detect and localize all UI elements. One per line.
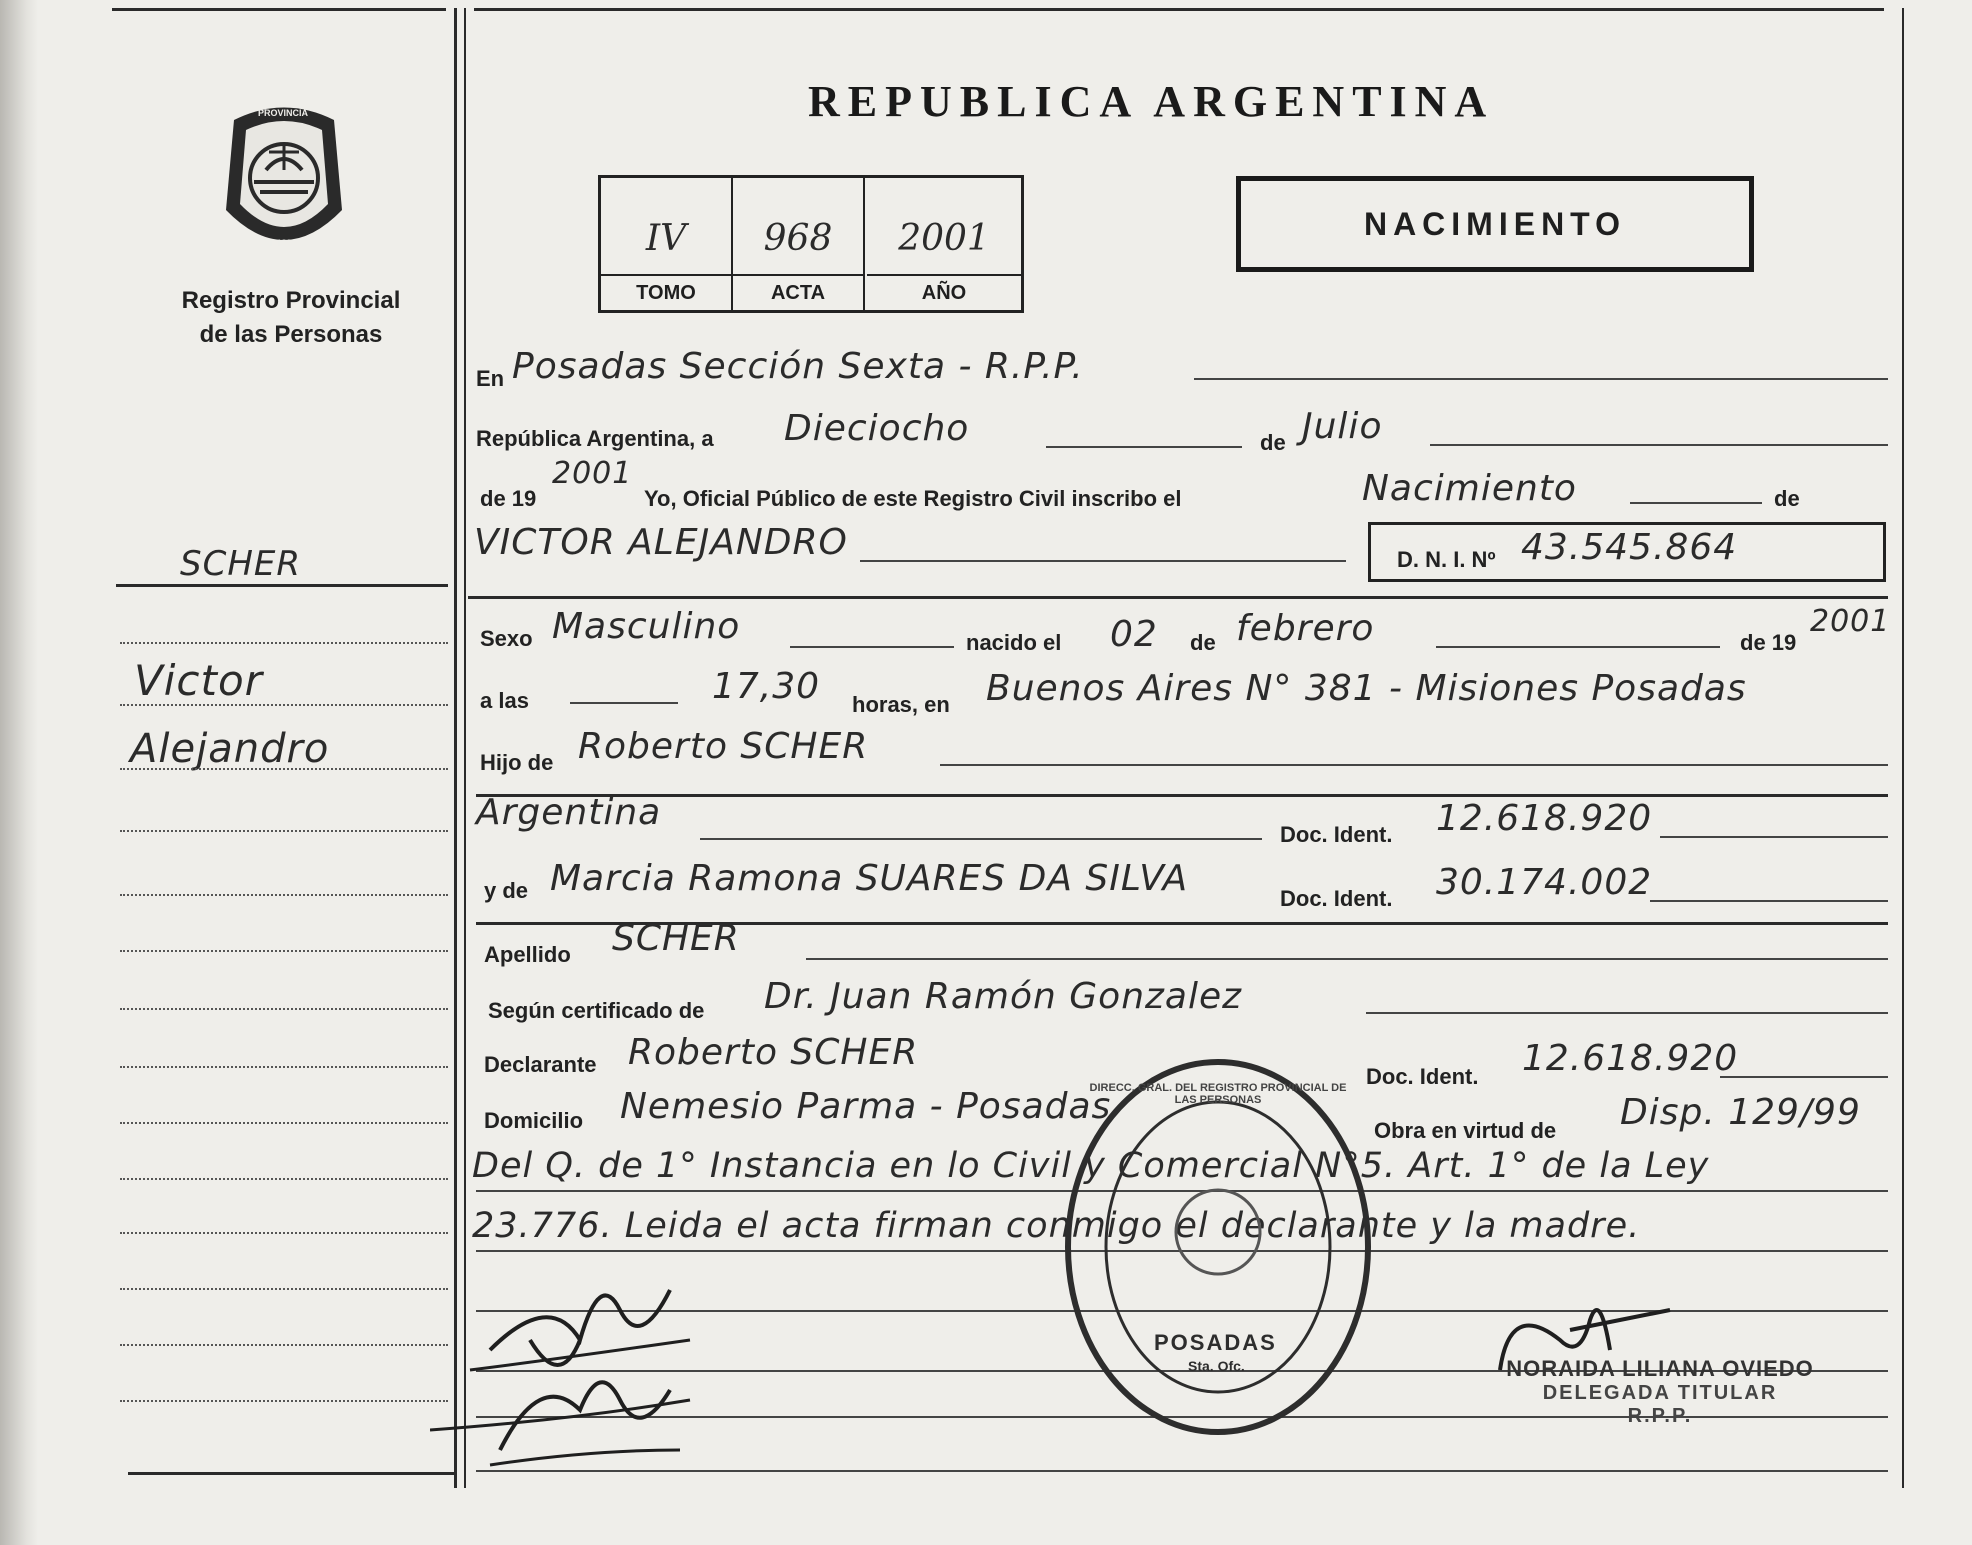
fill-line xyxy=(860,560,1346,562)
field-act: Nacimiento xyxy=(1362,468,1577,509)
section-rule xyxy=(468,596,1888,599)
margin-dotted-line xyxy=(120,830,448,832)
margin-dotted-line xyxy=(120,950,448,952)
field-mother-doc: 30.174.002 xyxy=(1436,862,1653,903)
label-de-2: de xyxy=(1190,630,1216,655)
field-father: Roberto SCHER xyxy=(578,726,869,767)
tomo-cell xyxy=(601,178,733,310)
label-sexo: Sexo xyxy=(480,626,533,651)
registry-name xyxy=(160,284,422,352)
margin-second-name: Alejandro xyxy=(130,726,330,772)
label-republica: República Argentina, a xyxy=(476,426,714,451)
bottom-rule-left xyxy=(128,1472,454,1475)
field-child-name: VICTOR ALEJANDRO xyxy=(474,522,848,563)
label-dni: D. N. I. Nº xyxy=(1397,547,1496,572)
field-birth-year: 2001 xyxy=(1810,604,1891,639)
fill-line xyxy=(1046,446,1242,448)
label-inscription: Yo, Oficial Público de este Registro Civil inscribo el xyxy=(644,486,1182,511)
fill-line xyxy=(700,838,1262,840)
record-type-box: NACIMIENTO xyxy=(1236,176,1754,272)
official-name: NORAIDA LILIANA OVIEDO xyxy=(1506,1356,1814,1381)
label-doc-ident-3: Doc. Ident. xyxy=(1366,1064,1479,1089)
margin-dotted-line xyxy=(120,1178,448,1180)
field-month: Julio xyxy=(1302,406,1383,447)
seal-top-text: PROVINCIA xyxy=(258,108,309,118)
margin-surname-rule xyxy=(116,584,448,587)
label-de: de xyxy=(1260,430,1286,455)
stamp-ring-text: DIRECC. GRAL. DEL REGISTRO PROVINCIAL DE LAS PERSONAS xyxy=(1089,1082,1347,1106)
fill-line xyxy=(1660,836,1888,838)
label-y-de: y de xyxy=(484,878,529,903)
field-observation-2: 23.776. Leida el acta firman conmigo el declarante y la madre. xyxy=(472,1206,1641,1246)
ano-label: AÑO xyxy=(867,274,1021,310)
fill-line xyxy=(1720,1076,1888,1078)
provincial-seal-icon xyxy=(214,100,354,260)
declarant-signatures-icon xyxy=(430,1250,710,1490)
tomo-label: TOMO xyxy=(601,274,731,310)
field-sex: Masculino xyxy=(552,606,741,647)
field-dni: 43.545.864 xyxy=(1521,527,1738,568)
ano-value: 2001 xyxy=(898,218,990,259)
fill-line xyxy=(1366,1012,1888,1014)
field-observation-1: Del Q. de 1° Instancia en lo Civil y Comercial N°5. Art. 1° de la Ley xyxy=(472,1146,1710,1186)
fill-line xyxy=(1436,646,1720,648)
record-number-box xyxy=(598,175,1024,313)
label-de-19: de 19 xyxy=(480,486,537,511)
field-declarant: Roberto SCHER xyxy=(628,1032,919,1073)
label-en: En xyxy=(476,366,505,391)
label-hijo-de: Hijo de xyxy=(480,750,554,775)
fill-line xyxy=(940,764,1888,766)
label-horas: horas, en xyxy=(852,692,950,717)
official-stamp xyxy=(1058,1052,1378,1442)
field-birth-month: febrero xyxy=(1236,608,1375,649)
field-time: 17,30 xyxy=(712,666,821,707)
margin-dotted-line xyxy=(120,894,448,896)
margin-dotted-line xyxy=(120,1008,448,1010)
ano-cell xyxy=(867,178,1021,310)
seal-bottom-text: MISIONES xyxy=(262,238,307,248)
registry-line-2: de las Personas xyxy=(199,321,383,348)
margin-dotted-line xyxy=(120,704,448,706)
fill-line xyxy=(1630,502,1762,504)
tomo-value: IV xyxy=(645,218,687,259)
official-office: R.P.P. xyxy=(1627,1405,1693,1427)
registry-line-1: Registro Provincial xyxy=(181,287,401,314)
label-nacido: nacido el xyxy=(966,630,1062,655)
margin-dotted-line xyxy=(120,1232,448,1234)
top-rule-left xyxy=(112,8,446,11)
margin-first-name: Victor xyxy=(134,656,263,705)
label-segun-certificado: Según certificado de xyxy=(488,998,705,1023)
fill-line xyxy=(806,958,1888,960)
field-father-doc: 12.618.920 xyxy=(1436,798,1653,839)
acta-value: 968 xyxy=(763,218,833,259)
field-mother: Marcia Ramona SUARES DA SILVA xyxy=(550,858,1189,899)
field-address: Nemesio Parma - Posadas xyxy=(620,1086,1112,1127)
section-rule xyxy=(476,794,1888,797)
label-de-19-b: de 19 xyxy=(1740,630,1797,655)
label-apellido: Apellido xyxy=(484,942,571,967)
label-doc-ident-1: Doc. Ident. xyxy=(1280,822,1393,847)
acta-cell xyxy=(733,178,865,310)
country-title: REPUBLICA ARGENTINA xyxy=(808,77,1495,126)
label-de-end: de xyxy=(1774,486,1800,511)
fill-line xyxy=(1194,378,1888,380)
label-declarante: Declarante xyxy=(484,1052,597,1077)
margin-surname: SCHER xyxy=(180,544,301,584)
field-surname: SCHER xyxy=(612,918,740,959)
margin-dotted-line xyxy=(120,1122,448,1124)
label-domicilio: Domicilio xyxy=(484,1108,584,1133)
field-birth-day: 02 xyxy=(1110,614,1158,655)
margin-dotted-line xyxy=(120,1400,448,1402)
margin-dotted-line xyxy=(120,1288,448,1290)
field-disposition: Disp. 129/99 xyxy=(1620,1092,1861,1133)
field-doctor: Dr. Juan Ramón Gonzalez xyxy=(764,976,1243,1017)
field-father-nationality: Argentina xyxy=(476,792,662,833)
field-birth-place: Buenos Aires N° 381 - Misiones Posadas xyxy=(986,668,1747,709)
field-place: Posadas Sección Sexta - R.P.P. xyxy=(512,346,1084,387)
official-block xyxy=(1450,1356,1870,1428)
fill-line xyxy=(1430,444,1888,446)
fill-line xyxy=(790,646,954,648)
stamp-section: Sta. Ofc. xyxy=(1188,1358,1245,1374)
margin-dotted-line xyxy=(120,1066,448,1068)
margin-dotted-line xyxy=(120,1344,448,1346)
field-declarant-doc: 12.618.920 xyxy=(1522,1038,1739,1079)
margin-dotted-line xyxy=(120,768,448,770)
label-doc-ident-2: Doc. Ident. xyxy=(1280,886,1393,911)
stamp-city: POSADAS xyxy=(1154,1330,1277,1355)
label-obra-en-virtud: Obra en virtud de xyxy=(1374,1118,1557,1143)
right-border xyxy=(1902,8,1904,1488)
top-rule-right xyxy=(474,8,1884,11)
dni-box xyxy=(1368,522,1886,582)
fill-line xyxy=(1650,900,1888,902)
margin-dotted-line xyxy=(120,642,448,644)
field-year: 2001 xyxy=(552,456,633,491)
book-binding xyxy=(0,0,38,1545)
official-title: DELEGADA TITULAR xyxy=(1542,1382,1778,1404)
field-day: Dieciocho xyxy=(784,408,970,449)
acta-label: ACTA xyxy=(733,274,863,310)
fill-line xyxy=(570,702,678,704)
label-a-las: a las xyxy=(480,688,529,713)
